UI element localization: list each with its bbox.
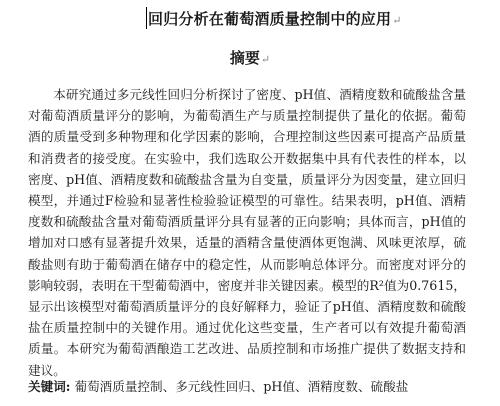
keywords-text: 葡萄酒质量控制、多元线性回归、pH值、酒精度数、硫酸盐 (74, 379, 409, 394)
paragraph-mark-icon: ↵ (392, 14, 402, 27)
abstract-heading[interactable] (0, 47, 500, 71)
keywords-label: 关键词: (28, 379, 71, 394)
text-cursor (146, 7, 147, 29)
abstract-heading-text: 摘要 (229, 49, 260, 67)
paragraph-mark-icon: ↵ (260, 53, 271, 66)
abstract-body[interactable]: 本研究通过多元线性回归分析探讨了密度、pH值、酒精度数和硫酸盐含量对葡萄酒质量评分的影响，为葡萄酒生产与质量控制提供了量化的依据。葡萄酒的质量受到多种物理和化学因素的影响，合理控制这些因素可提高产品质量和消费者的接受度。在实验中，我们选取公开数据集中具有代表性的样本，以密度、pH值、酒精度数和硫酸盐含量为自变量，质量评分为因变量，建立回归模型，并通过F检验和显著性检验验证模型的可靠性。结果表明，pH值、酒精度数和硫酸盐含量对葡萄酒质量评分具有显著的正向影响；具体而言，pH值的增加对口感有显著提升效果，适量的酒精含量使酒体更饱满、风味更浓厚，硫酸盐则有助于葡萄酒在储存中的稳定性，从而影响总体评分。而密度对评分的影响较弱，表明在干型葡萄酒中，密度并非关键因素。模型的R²值为0.7615，显示出该模型对葡萄酒质量评分的良好解释力，验证了pH值、酒精度数和硫酸盐在质量控制中的关键作用。通过优化这些变量，生产者可以有效提升葡萄酒质量。本研究为葡萄酒酿造工艺改进、品质控制和市场推广提供了数据支持和建议。 (28, 87, 466, 378)
document-title-text: 回归分析在葡萄酒质量控制中的应用 (148, 10, 392, 28)
document-title[interactable] (148, 8, 448, 32)
keywords-line[interactable] (28, 377, 488, 397)
